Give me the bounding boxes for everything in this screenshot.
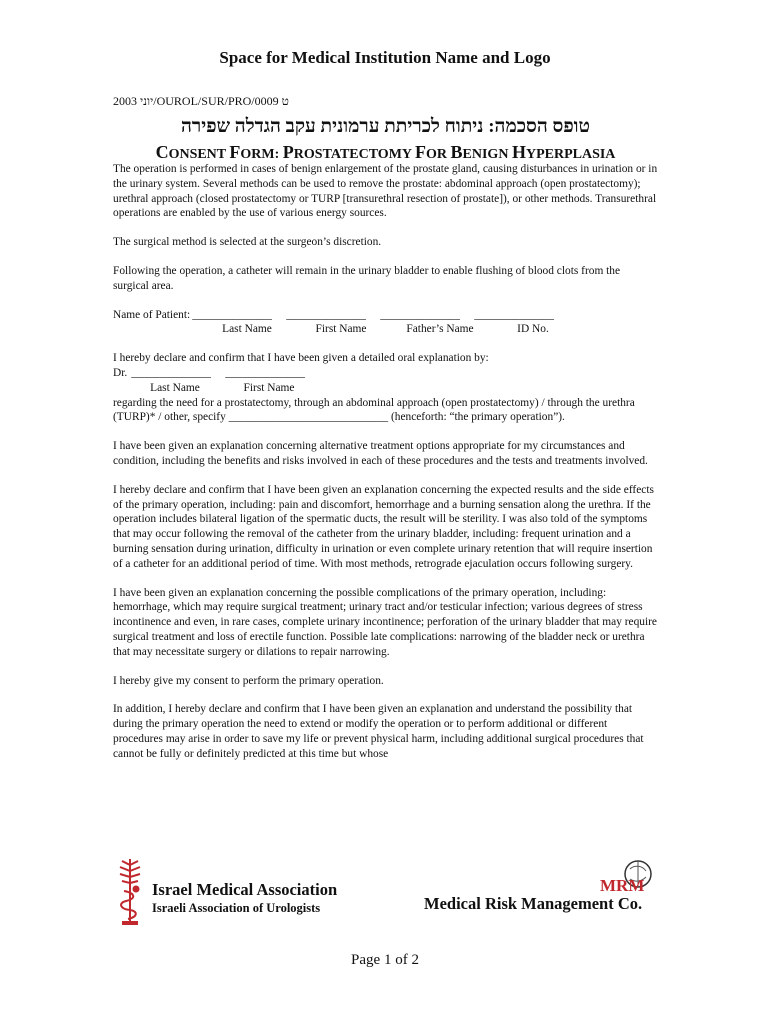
declaration-line: I hereby declare and confirm that I have been given a detailed oral explanation by:	[113, 352, 489, 365]
paragraph-consent: I hereby give my consent to perform the primary operation.	[113, 674, 384, 687]
paragraph-intro: The operation is performed in cases of benign enlargement of the prostate gland, causing disturbances in urination or in the urinary system. Several methods can be used to remove the prostate: abdominal approach (open prostatectomy); urethral approach (closed prostatectomy or TURP [transurethral resection of prostate]), or other methods. Transurethral operations are enabled by the use of various energy sources.	[113, 163, 658, 220]
mrm-logo-icon	[598, 859, 658, 897]
patient-first-name-label: First Name	[315, 323, 367, 336]
paragraph-method: The surgical method is selected at the surgeon’s discretion.	[113, 236, 382, 249]
mrm-logo-text: MRM	[600, 876, 645, 895]
page-number: Page 1 of 2	[351, 952, 419, 968]
form-code: 2003 יוני/OUROL/SUR/PRO/0009 ט	[113, 94, 289, 108]
paragraph-complications: I have been given an explanation concerning the possible complications of the primary operation, including: hemorrhage, which may require surgical treatment; urinary tract and/or testicular infection; various degrees of stress incontinence and even, in rare cases, complete urinary incontinence; perforation of the urinary bladder that may require surgical treatment and loss of erectile function. Possible late complications: narrowing of the bladder neck or urethra that may necessitate surgery or dilations to repair narrowing.	[113, 586, 657, 658]
dr-last-name-field[interactable]: ______________	[131, 366, 211, 379]
procedure-statement: regarding the need for a prostatectomy, through an abdominal approach (open prostatectomy) / through the urethra (TURP)* / other, specify ____________________________ (henceforth: “the primary operation”).	[113, 396, 635, 424]
patient-last-name-field[interactable]: ______________	[192, 308, 272, 321]
ima-caduceus-icon	[110, 855, 150, 927]
patient-name-block	[113, 308, 658, 338]
paragraph-side-effects: I hereby declare and confirm that I have been given an explanation concerning the expected results and the side effects of the primary operation, including: pain and discomfort, hemorrhage and a burning sensation along the urethra. If the operation includes bilateral ligation of the spermatic ducts, the result will be sterility. I was also told of the symptoms that may occur following the removal of the catheter from the urinary bladder, including: frequent urination and a burning sensation during urination, difficulty in urination or even complete urinary retention that will require insertion of a catheter for an additional period of time. With most methods, retrograde ejaculation occurs following surgery.	[113, 483, 654, 570]
dr-last-name-label: Last Name	[150, 381, 200, 394]
dr-first-name-field[interactable]: ______________	[225, 366, 305, 379]
patient-id-field[interactable]: ______________	[474, 308, 554, 321]
dr-label: Dr.	[113, 366, 128, 379]
patient-father-name-label: Father’s Name	[406, 323, 474, 336]
patient-father-name-field[interactable]: ______________	[380, 308, 460, 321]
institution-placeholder: Space for Medical Institution Name and Logo	[219, 48, 551, 67]
mrm-name: Medical Risk Management Co.	[424, 894, 643, 913]
paragraph-alternatives: I have been given an explanation concerning alternative treatment options appropriate for my circumstances and condition, including the benefits and risks involved in each of these procedures and the tests and treatments involved.	[113, 440, 648, 467]
physician-block	[113, 351, 658, 425]
patient-label: Name of Patient:	[113, 308, 191, 321]
dr-first-name-label: First Name	[243, 381, 295, 394]
hebrew-title: טופס הסכמה: ניתוח לכריתת ערמונית עקב הגדלה שפירה	[180, 116, 590, 137]
paragraph-additional: In addition, I hereby declare and confirm that I have been given an explanation and understand the possibility that during the primary operation the need to extend or modify the operation or to perform additional or different procedures may arise in order to save my life or prevent physical harm, including additional surgical procedures that cannot be fully or definitely predicted at this time but whose	[113, 703, 644, 760]
footer-logos	[0, 855, 770, 935]
english-title: CONSENT FORM: PROSTATECTOMY FOR BENIGN HYPERPLASIA	[155, 142, 616, 162]
paragraph-catheter: Following the operation, a catheter will remain in the urinary bladder to enable flushing of blood clots from the surgical area.	[113, 264, 621, 292]
ima-name: Israel Medical Association	[152, 880, 338, 899]
iau-name: Israeli Association of Urologists	[152, 901, 321, 915]
patient-first-name-field[interactable]: ______________	[286, 308, 366, 321]
patient-last-name-label: Last Name	[222, 323, 272, 336]
consent-body	[113, 162, 658, 776]
patient-id-label: ID No.	[517, 323, 549, 336]
